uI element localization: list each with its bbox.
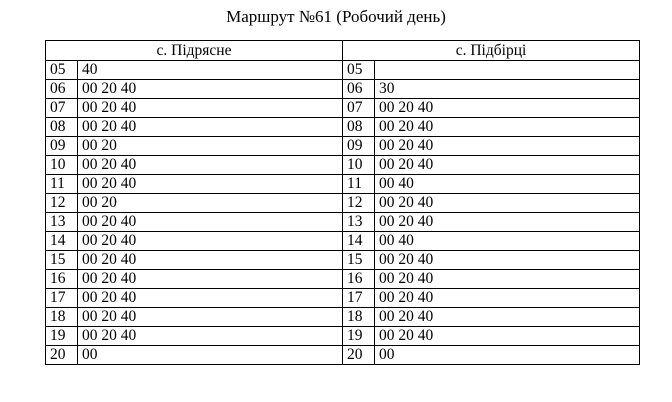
left-minutes-cell: 00 20 40 xyxy=(78,308,343,327)
table-header-row xyxy=(46,41,640,61)
left-hour-cell: 06 xyxy=(46,80,78,99)
left-minutes-cell: 00 20 40 xyxy=(78,327,343,346)
left-hour-cell: 08 xyxy=(46,118,78,137)
left-minutes-cell: 00 xyxy=(78,346,343,365)
right-minutes-cell: 00 20 40 xyxy=(375,137,640,156)
right-hour-cell: 10 xyxy=(343,156,375,175)
left-minutes-cell: 00 20 40 xyxy=(78,251,343,270)
left-minutes-cell: 00 20 40 xyxy=(78,99,343,118)
left-hour-cell: 09 xyxy=(46,137,78,156)
right-hour-cell: 12 xyxy=(343,194,375,213)
left-minutes-cell: 00 20 40 xyxy=(78,289,343,308)
right-hour-cell: 09 xyxy=(343,137,375,156)
left-hour-cell: 18 xyxy=(46,308,78,327)
table-row xyxy=(46,118,640,137)
left-hour-cell: 16 xyxy=(46,270,78,289)
left-hour-cell: 11 xyxy=(46,175,78,194)
left-minutes-cell: 00 20 40 xyxy=(78,156,343,175)
right-minutes-cell: 00 20 40 xyxy=(375,270,640,289)
left-minutes-cell: 40 xyxy=(78,61,343,80)
right-minutes-cell: 00 20 40 xyxy=(375,308,640,327)
right-hour-cell: 15 xyxy=(343,251,375,270)
right-hour-cell: 06 xyxy=(343,80,375,99)
left-hour-cell: 07 xyxy=(46,99,78,118)
left-minutes-cell: 00 20 xyxy=(78,194,343,213)
left-hour-cell: 13 xyxy=(46,213,78,232)
right-minutes-cell: 00 20 40 xyxy=(375,194,640,213)
left-minutes-cell: 00 20 40 xyxy=(78,232,343,251)
column-header-pidriasne: с. Підрясне xyxy=(46,41,343,61)
right-minutes-cell: 00 20 40 xyxy=(375,118,640,137)
schedule-body xyxy=(46,61,640,365)
left-hour-cell: 12 xyxy=(46,194,78,213)
right-minutes-cell: 00 40 xyxy=(375,232,640,251)
right-hour-cell: 14 xyxy=(343,232,375,251)
left-minutes-cell: 00 20 40 xyxy=(78,175,343,194)
left-hour-cell: 14 xyxy=(46,232,78,251)
table-row xyxy=(46,270,640,289)
right-minutes-cell xyxy=(375,61,640,80)
right-hour-cell: 18 xyxy=(343,308,375,327)
left-minutes-cell: 00 20 40 xyxy=(78,213,343,232)
table-row xyxy=(46,137,640,156)
schedule-table xyxy=(45,40,640,365)
right-hour-cell: 17 xyxy=(343,289,375,308)
table-row xyxy=(46,175,640,194)
table-row xyxy=(46,61,640,80)
right-hour-cell: 20 xyxy=(343,346,375,365)
table-row xyxy=(46,232,640,251)
left-hour-cell: 10 xyxy=(46,156,78,175)
left-hour-cell: 20 xyxy=(46,346,78,365)
right-hour-cell: 07 xyxy=(343,99,375,118)
right-minutes-cell: 00 20 40 xyxy=(375,213,640,232)
left-minutes-cell: 00 20 40 xyxy=(78,118,343,137)
left-minutes-cell: 00 20 40 xyxy=(78,80,343,99)
right-minutes-cell: 00 40 xyxy=(375,175,640,194)
left-minutes-cell: 00 20 40 xyxy=(78,270,343,289)
right-minutes-cell: 30 xyxy=(375,80,640,99)
right-hour-cell: 13 xyxy=(343,213,375,232)
table-row xyxy=(46,308,640,327)
table-row xyxy=(46,80,640,99)
page-title: Маршрут №61 (Робочий день) xyxy=(226,7,446,26)
table-row xyxy=(46,213,640,232)
table-row xyxy=(46,194,640,213)
table-row xyxy=(46,99,640,118)
left-hour-cell: 15 xyxy=(46,251,78,270)
left-minutes-cell: 00 20 xyxy=(78,137,343,156)
left-hour-cell: 05 xyxy=(46,61,78,80)
right-hour-cell: 16 xyxy=(343,270,375,289)
right-hour-cell: 05 xyxy=(343,61,375,80)
right-minutes-cell: 00 20 40 xyxy=(375,156,640,175)
left-hour-cell: 19 xyxy=(46,327,78,346)
table-row xyxy=(46,156,640,175)
right-hour-cell: 11 xyxy=(343,175,375,194)
right-minutes-cell: 00 20 40 xyxy=(375,289,640,308)
table-row xyxy=(46,251,640,270)
right-minutes-cell: 00 20 40 xyxy=(375,99,640,118)
table-row xyxy=(46,346,640,365)
table-row xyxy=(46,327,640,346)
right-hour-cell: 19 xyxy=(343,327,375,346)
left-hour-cell: 17 xyxy=(46,289,78,308)
table-row xyxy=(46,289,640,308)
right-minutes-cell: 00 20 40 xyxy=(375,251,640,270)
column-header-pidbirtsi: с. Підбірці xyxy=(343,41,640,61)
right-minutes-cell: 00 xyxy=(375,346,640,365)
right-hour-cell: 08 xyxy=(343,118,375,137)
right-minutes-cell: 00 20 40 xyxy=(375,327,640,346)
